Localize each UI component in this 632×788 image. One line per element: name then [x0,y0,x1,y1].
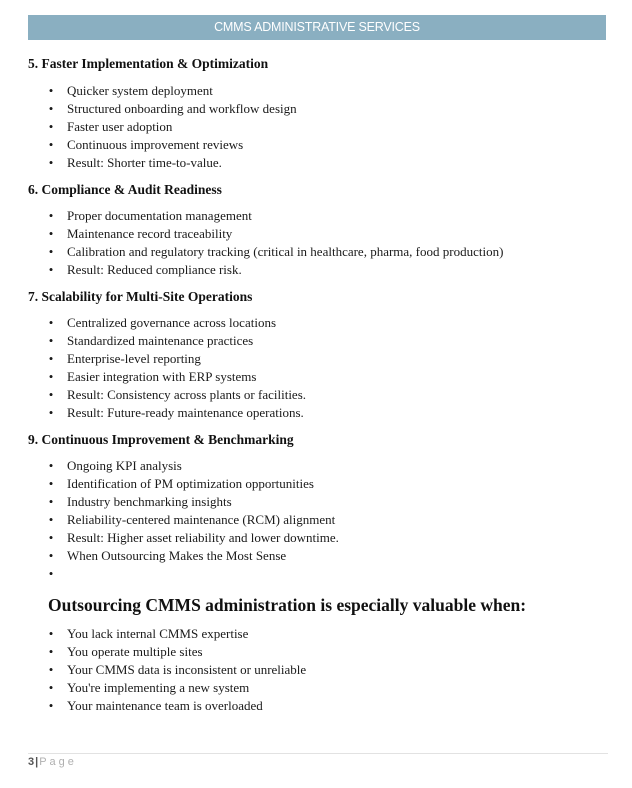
bullet-icon: • [48,626,54,641]
bullet-icon: • [48,530,54,545]
bullet-icon: • [48,226,54,241]
footer-divider [28,753,608,754]
bullet-icon: • [48,644,54,659]
section-heading-faster-implementation: 5. Faster Implementation & Optimization [28,56,269,71]
page-label: Page [39,756,77,768]
bullet-icon: • [48,512,54,527]
bullet-icon: • [48,351,54,366]
bullet-icon: • [48,494,54,509]
bullet-icon: • [48,662,54,677]
bullet-icon: • [48,119,54,134]
bullet-icon: • [48,369,54,384]
bullet-icon: • [48,405,54,420]
section-heading-compliance: 6. Compliance & Audit Readiness [28,182,222,197]
bullet-icon: • [48,476,54,491]
outsourcing-heading: Outsourcing CMMS administration is especially valuable when: [48,595,527,615]
footer-separator: | [35,756,39,768]
bullet-icon: • [48,83,54,98]
bullet-icon: • [48,566,54,581]
bullet-icon: • [48,155,54,170]
bullet-icon: • [48,333,54,348]
header-title: CMMS ADMINISTRATIVE SERVICES [214,20,420,34]
bullet-icon: • [48,262,54,277]
page-footer [28,755,77,769]
bullet-icon: • [48,101,54,116]
bullet-icon: • [48,208,54,223]
page-number: 3 [28,756,35,768]
bullet-icon: • [48,387,54,402]
bullet-icon: • [48,244,54,259]
document-header-bar [28,15,606,40]
bullet-icon: • [48,137,54,152]
section-heading-scalability: 7. Scalability for Multi-Site Operations [28,289,253,304]
bullet-icon: • [48,458,54,473]
section-heading-continuous-improvement: 9. Continuous Improvement & Benchmarking [28,432,294,447]
bullet-icon: • [48,698,54,713]
bullet-icon: • [48,315,54,330]
bullet-icon: • [48,680,54,695]
bullet-icon: • [48,548,54,563]
